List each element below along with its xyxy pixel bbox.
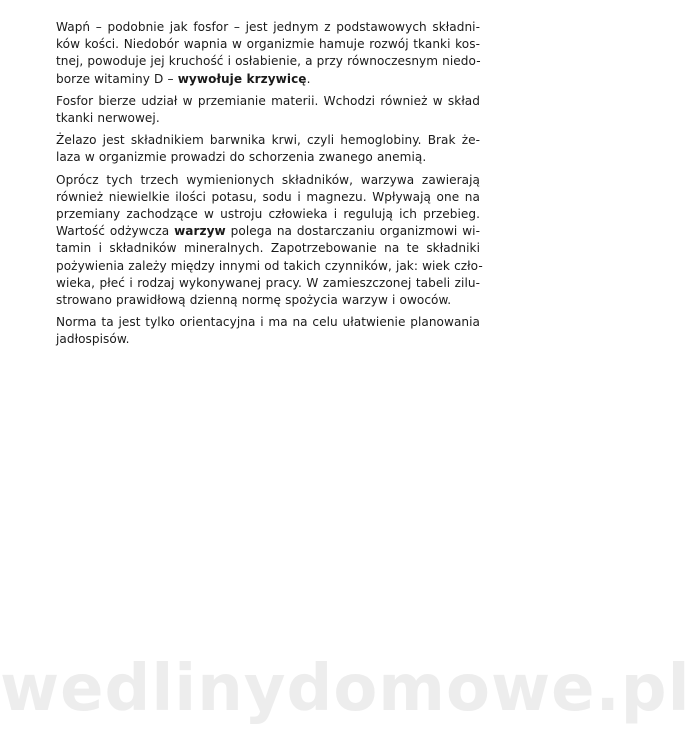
text-line <box>56 331 480 348</box>
text-segment: pożywienia zależy między innymi od takich czynników, jak: wiek czło- <box>56 258 483 273</box>
emphasized-text: wywołuje krzywicę <box>177 71 307 86</box>
document-body <box>56 19 483 354</box>
text-line <box>56 93 480 110</box>
text-line <box>56 172 480 189</box>
text-segment: Norma ta jest tylko orientacyjna i ma na celu ułatwienie planowania <box>56 315 480 330</box>
paragraph <box>56 19 480 88</box>
text-segment: tamin i składników mineralnych. Zapotrzebowanie na te składniki <box>56 241 480 256</box>
text-line <box>56 223 480 240</box>
paragraph <box>56 132 480 166</box>
text-line <box>56 206 480 223</box>
text-segment: strowano prawidłową dzienną normę spożycia warzyw i owoców. <box>56 293 452 308</box>
text-segment: borze witaminy D – <box>56 71 178 86</box>
text-line <box>56 36 480 53</box>
text-line <box>56 149 480 166</box>
text-segment: tnej, powoduje jej kruchość i osłabienie, a przy równoczesnym niedo- <box>56 54 481 69</box>
text-line <box>56 189 480 206</box>
text-segment: wieka, płeć i rodzaj wykonywanej pracy. W zamieszczonej tabeli zilu- <box>56 275 480 290</box>
watermark: wedlinydomowe.pl <box>0 652 691 726</box>
text-segment: ków kości. Niedobór wapnia w organizmie hamuje rozwój tkanki kos- <box>56 37 480 52</box>
text-segment: Oprócz tych trzech wymienionych składników, warzywa zawierają <box>56 172 480 187</box>
text-segment: tkanki nerwowej. <box>56 111 160 126</box>
text-line <box>56 292 480 309</box>
text-line <box>56 53 480 70</box>
text-segment: polega na dostarczaniu organizmowi wi- <box>225 224 480 239</box>
text-line <box>56 71 480 88</box>
text-segment: jadłospisów. <box>56 332 130 347</box>
paragraph <box>56 93 480 127</box>
text-segment: również niewielkie ilości potasu, sodu i magnezu. Wpływają one na <box>56 189 480 204</box>
text-segment: . <box>306 71 311 86</box>
text-segment: Wapń – podobnie jak fosfor – jest jednym z podstawowych składni- <box>56 20 480 34</box>
emphasized-text: warzyw <box>174 224 226 239</box>
text-line <box>56 110 480 127</box>
text-line <box>56 132 480 149</box>
text-segment: laza w organizmie prowadzi do schorzenia zwanego anemią. <box>56 150 427 165</box>
text-line <box>56 258 483 275</box>
text-line <box>56 19 480 36</box>
text-segment: Żelazo jest składnikiem barwnika krwi, czyli hemoglobiny. Brak że- <box>56 133 480 148</box>
text-segment: Wartość odżywcza <box>56 224 175 239</box>
text-line <box>56 314 480 331</box>
text-segment: Fosfor bierze udział w przemianie materii. Wchodzi również w skład <box>56 93 480 108</box>
text-line <box>56 240 480 257</box>
text-segment: przemiany zachodzące w ustroju człowieka i regulują ich przebieg. <box>56 207 480 222</box>
paragraph <box>56 172 483 310</box>
text-line <box>56 275 480 292</box>
paragraph <box>56 314 480 348</box>
